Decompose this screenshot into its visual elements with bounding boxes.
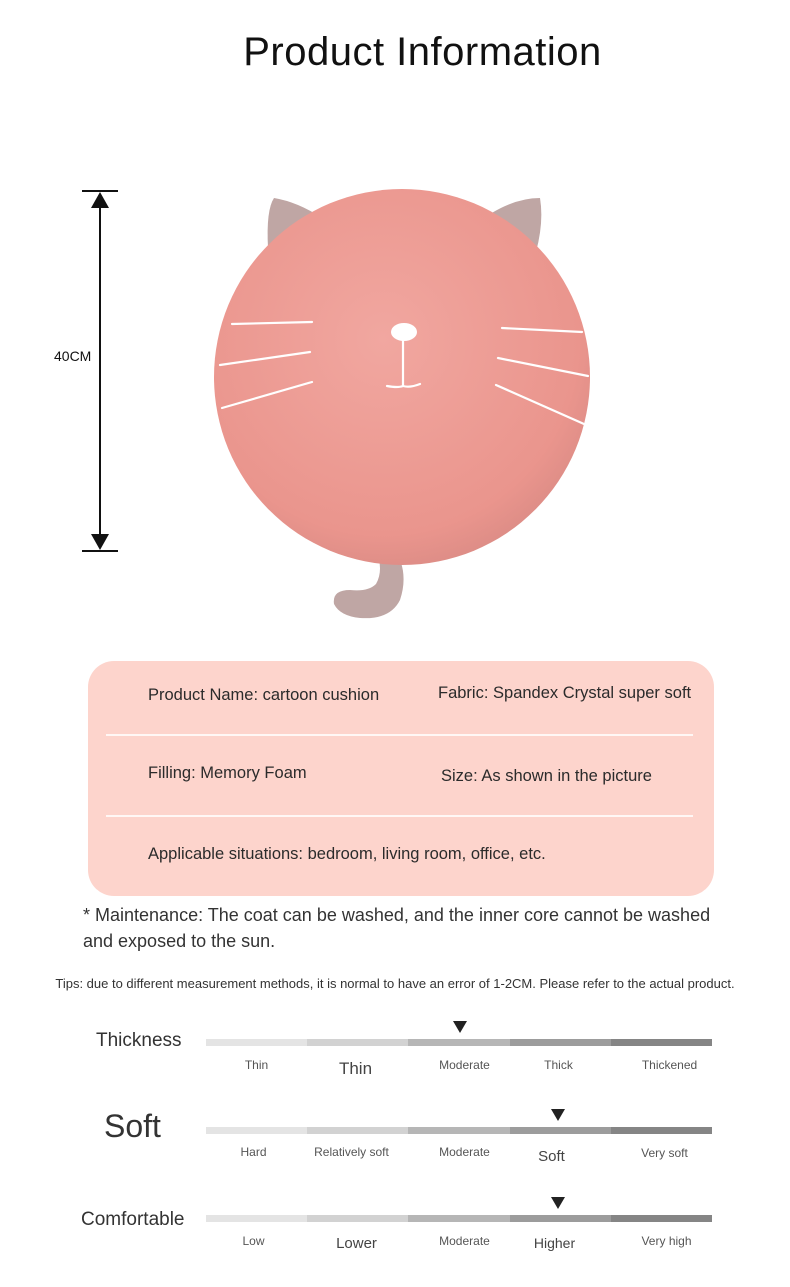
scale-option: Thin [338,1059,373,1078]
divider [106,815,693,817]
tips-text: Tips: due to different measurement methods, it is normal to have an error of 1-2CM. Please refer to the actual product. [55,976,735,991]
applicable-situations: Applicable situations: bedroom, living room, office, etc. [148,845,546,863]
filling: Filling: Memory Foam [148,764,307,782]
fabric: Fabric: Spandex Crystal super soft [438,684,692,702]
selected-marker-icon [551,1197,565,1209]
scale-option: Lower [336,1235,377,1252]
scale-option: Moderate [439,1145,490,1159]
scale-option: Higher [533,1235,576,1251]
cat-cushion-image [200,180,620,630]
scale-option: Thick [544,1058,573,1072]
scale-option: Hard [240,1145,267,1159]
scale-label: Thickness [96,1030,182,1051]
divider [106,734,693,736]
scale-label: Comfortable [81,1209,185,1230]
scale-option: Very high [641,1234,692,1248]
dimension-label: 40CM [54,348,92,364]
scale-option: Low [242,1234,265,1248]
selected-marker-icon [551,1109,565,1121]
scale-bar [206,1215,712,1222]
cat-nose [391,323,417,341]
dimension-cap-bottom [82,550,118,552]
scale-option: Thin [244,1058,269,1072]
size: Size: As shown in the picture [441,767,652,785]
scale-option: Soft [538,1148,565,1165]
maintenance-note [83,902,773,954]
maintenance-line-2: and exposed to the sun. [83,931,276,951]
maintenance-line-1: * Maintenance: The coat can be washed, and the inner core cannot be washed [83,905,711,925]
scale-option: Very soft [641,1146,688,1160]
scale-option: Moderate [439,1058,490,1072]
selected-marker-icon [453,1021,467,1033]
scale-bar [206,1127,712,1134]
scale-option: Moderate [439,1234,490,1248]
scale-label: Soft [104,1108,161,1144]
dimension-line [99,203,101,538]
product-name: Product Name: cartoon cushion [148,686,380,704]
page-title: Product Information [243,30,602,74]
product-info-panel [88,661,714,896]
scale-option: Thickened [641,1058,698,1072]
arrow-down-icon [91,534,109,550]
scale-option: Relatively soft [314,1145,389,1159]
scale-bar [206,1039,712,1046]
